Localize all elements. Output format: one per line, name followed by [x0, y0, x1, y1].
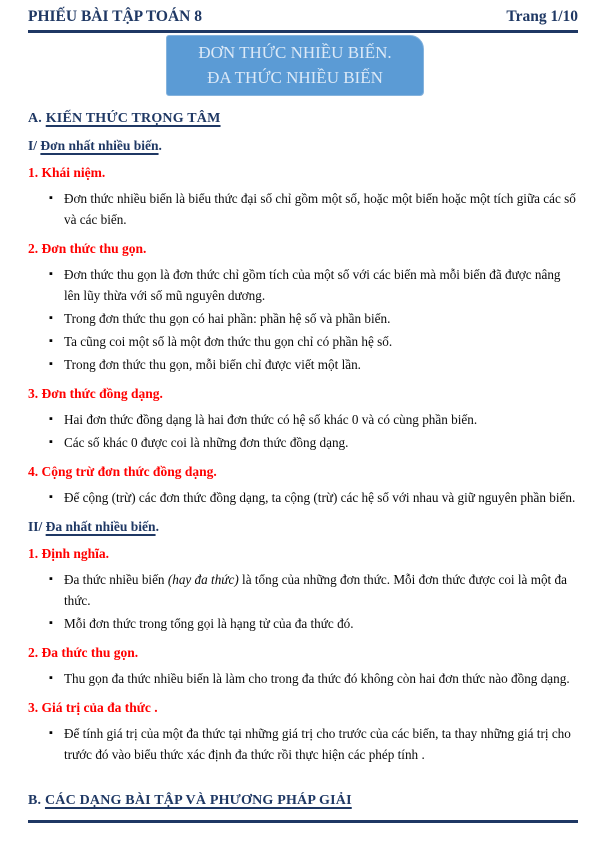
bullet-list-ii-2: [28, 668, 578, 689]
bullet-text-italic: (hay đa thức): [167, 572, 239, 587]
section-a-heading: [28, 111, 578, 127]
bullet-list-i-1: [28, 188, 578, 230]
part-i-heading: [28, 138, 578, 154]
heading-i-2: 2. Đơn thức thu gọn.: [28, 241, 147, 256]
section-b-title: CÁC DẠNG BÀI TẬP VÀ PHƯƠNG PHÁP GIẢI: [44, 793, 352, 808]
bullet-list-ii-3: [28, 723, 578, 765]
bullet-item: ▪ Các số khác 0 được coi là những đơn thức đồng dạng.: [49, 432, 578, 453]
footer-divider: [28, 820, 578, 823]
section-b-heading: [28, 793, 352, 809]
heading-i-1: 1. Khái niệm.: [28, 165, 106, 180]
bullet-item: ▪ Trong đơn thức thu gọn, mỗi biến chỉ được viết một lần.: [49, 354, 578, 375]
bullet-item: ▪ Đơn thức thu gọn là đơn thức chỉ gồm tích của một số với các biến mà mỗi biến đã được nâng lên lũy thừa với số mũ nguyên dương.: [49, 264, 578, 306]
bullet-item: ▪ Đơn thức nhiều biến là biểu thức đại số chỉ gồm một số, hoặc một biến hoặc một tích giữa các số và các biến.: [49, 188, 578, 230]
heading-ii-3: 3. Giá trị của đa thức .: [28, 700, 158, 715]
banner-line-1: ĐƠN THỨC NHIỀU BIẾN.: [198, 43, 392, 62]
section-a-prefix: A.: [28, 111, 46, 126]
heading-ii-2: 2. Đa thức thu gọn.: [28, 645, 139, 660]
section-a-title: KIẾN THỨC TRỌNG TÂM: [45, 111, 221, 126]
part-ii-heading: [28, 519, 578, 535]
part-ii-title: Đa nhất nhiều biến: [45, 519, 156, 534]
part-ii-suffix: .: [155, 519, 159, 534]
bullet-list-i-4: [28, 487, 578, 508]
bullet-text-pre: Đa thức nhiều biến: [64, 572, 168, 587]
header-title: PHIẾU BÀI TẬP TOÁN 8: [28, 8, 202, 25]
bullet-item: ▪ Để cộng (trừ) các đơn thức đồng dạng, ta cộng (trừ) các hệ số với nhau và giữ nguyên phần biến.: [49, 487, 578, 508]
bullet-item: ▪ Mỗi đơn thức trong tổng gọi là hạng tử của đa thức đó.: [49, 613, 578, 634]
part-i-prefix: I/: [28, 138, 41, 153]
bullet-item: ▪ Thu gọn đa thức nhiều biến là làm cho trong đa thức đó không còn hai đơn thức nào đồng dạng.: [49, 668, 578, 689]
heading-ii-1: 1. Định nghĩa.: [28, 546, 110, 561]
banner-line-2: ĐA THỨC NHIỀU BIẾN: [207, 68, 383, 87]
bullet-list-ii-1: [28, 569, 578, 634]
bullet-list-i-3: [28, 409, 578, 453]
bullet-list-i-2: [28, 264, 578, 375]
part-ii-prefix: II/: [28, 519, 46, 534]
title-banner: [166, 35, 424, 96]
bullet-text-post: là tổng của những đơn thức. Mỗi đơn thức được coi là một đa thức.: [64, 572, 567, 608]
bullet-item: ▪ Ta cũng coi một số là một đơn thức thu gọn chỉ có phần hệ số.: [49, 331, 578, 352]
part-i-suffix: .: [158, 138, 162, 153]
bullet-item: ▪ Hai đơn thức đồng dạng là hai đơn thức có hệ số khác 0 và có cùng phần biến.: [49, 409, 578, 430]
bullet-item: ▪ Để tính giá trị của một đa thức tại những giá trị cho trước của các biến, ta thay những giá trị cho trước đó vào biểu thức xác định đa thức rồi thực hiện các phép tính .: [49, 723, 578, 765]
bullet-item: [49, 569, 578, 611]
page-number: Trang 1/10: [506, 8, 578, 25]
section-b-prefix: B.: [28, 793, 45, 808]
bullet-item: ▪ Trong đơn thức thu gọn có hai phần: phần hệ số và phần biến.: [49, 308, 578, 329]
page-header: [28, 8, 578, 33]
part-i-title: Đơn nhất nhiều biến: [40, 138, 159, 153]
heading-i-3: 3. Đơn thức đồng dạng.: [28, 386, 163, 401]
heading-i-4: 4. Cộng trừ đơn thức đồng dạng.: [28, 464, 217, 479]
